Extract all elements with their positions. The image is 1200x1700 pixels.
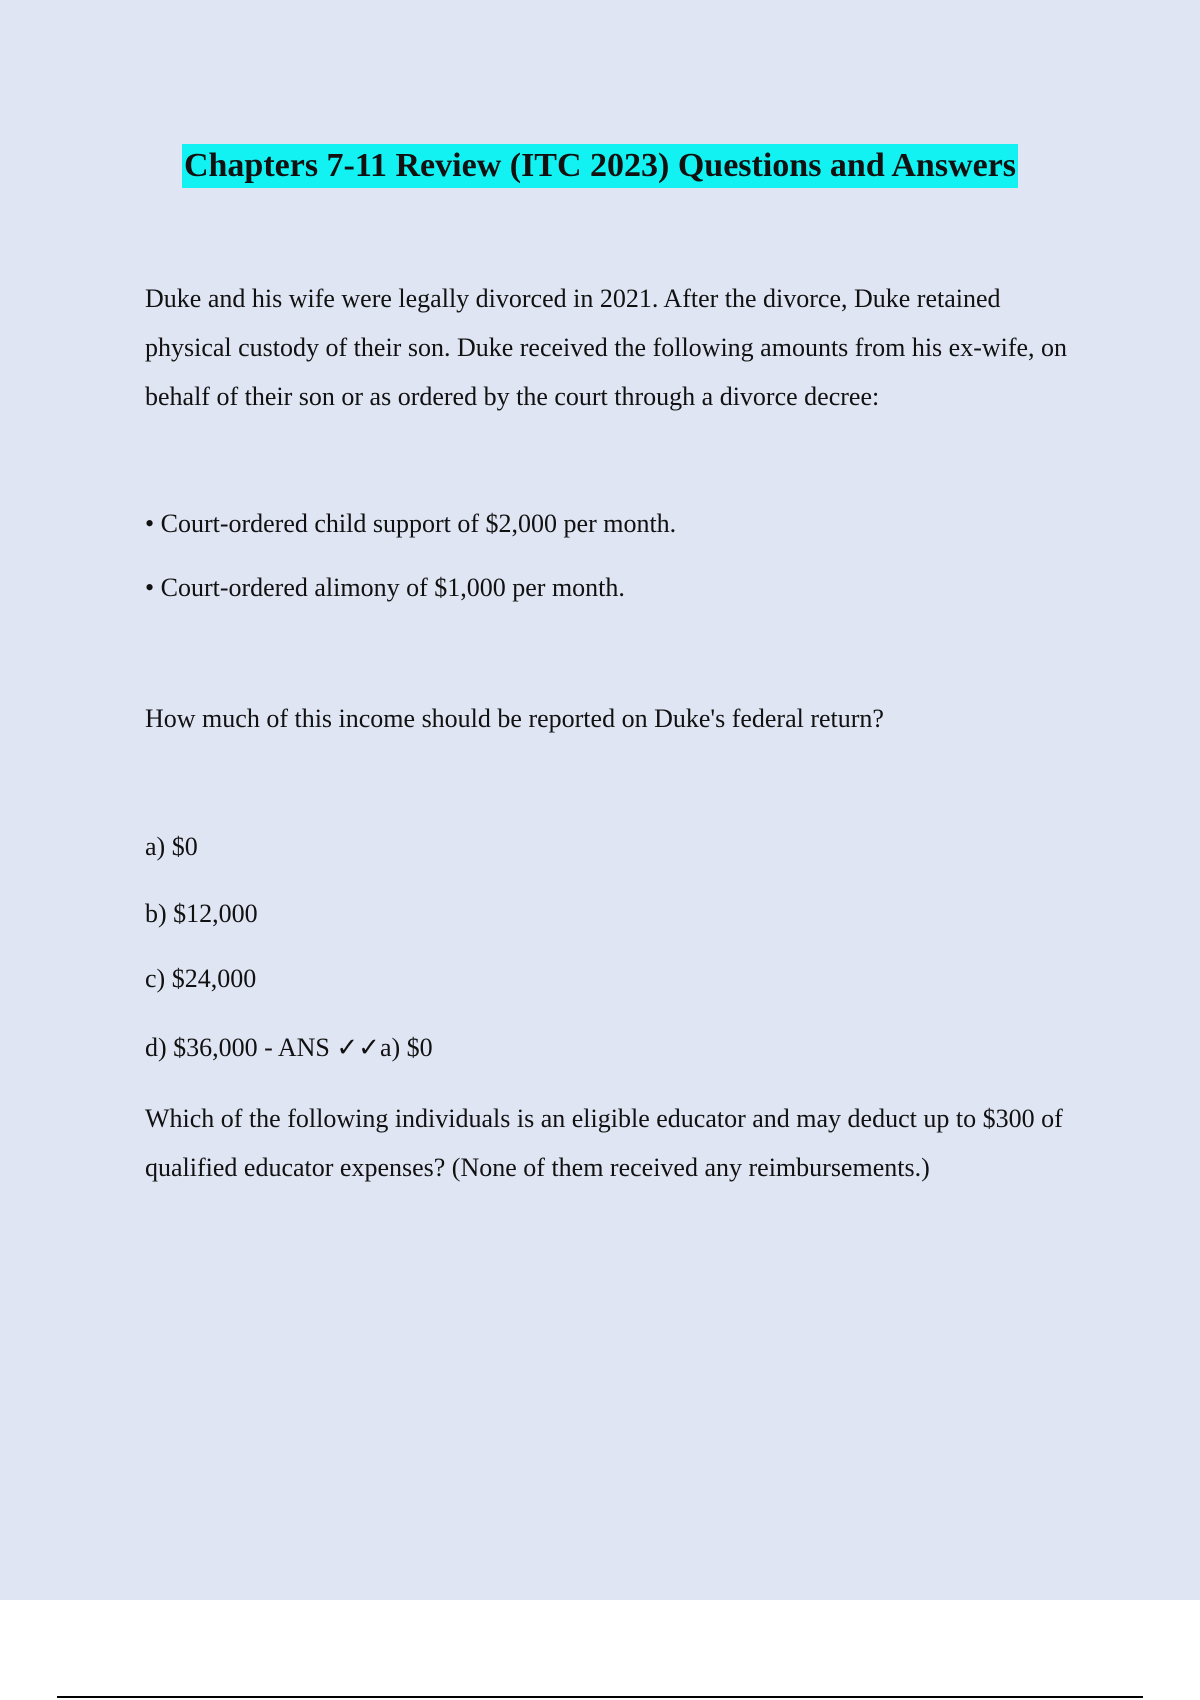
answer-option-c: c) $24,000 xyxy=(145,964,257,993)
title-container xyxy=(0,144,1200,188)
question-2-text-block xyxy=(145,1094,1085,1192)
answer-option-a: a) $0 xyxy=(145,832,198,861)
document-title: Chapters 7-11 Review (ITC 2023) Questions and Answers xyxy=(182,144,1018,188)
question-2-text: Which of the following individuals is an eligible educator and may deduct up to $300 of qualified educator expenses? (None of them received any reimbursements.) xyxy=(145,1104,1063,1182)
question-1-text: Duke and his wife were legally divorced in 2021. After the divorce, Duke retained physical custody of their son. Duke received the following amounts from his ex-wife, on behalf of their son or as ordered by the court through a divorce decree: xyxy=(145,284,1068,411)
answer-option-b: b) $12,000 xyxy=(145,899,258,928)
bullet-child-support: • Court-ordered child support of $2,000 per month. xyxy=(145,509,677,538)
footer-divider xyxy=(57,1696,1143,1698)
bullet-alimony: • Court-ordered alimony of $1,000 per month. xyxy=(145,573,625,602)
question-1-prompt: How much of this income should be reported on Duke's federal return? xyxy=(145,704,884,733)
question-1-text-block xyxy=(145,274,1085,421)
answer-option-d-with-answer: d) $36,000 - ANS ✓✓a) $0 xyxy=(145,1033,433,1062)
